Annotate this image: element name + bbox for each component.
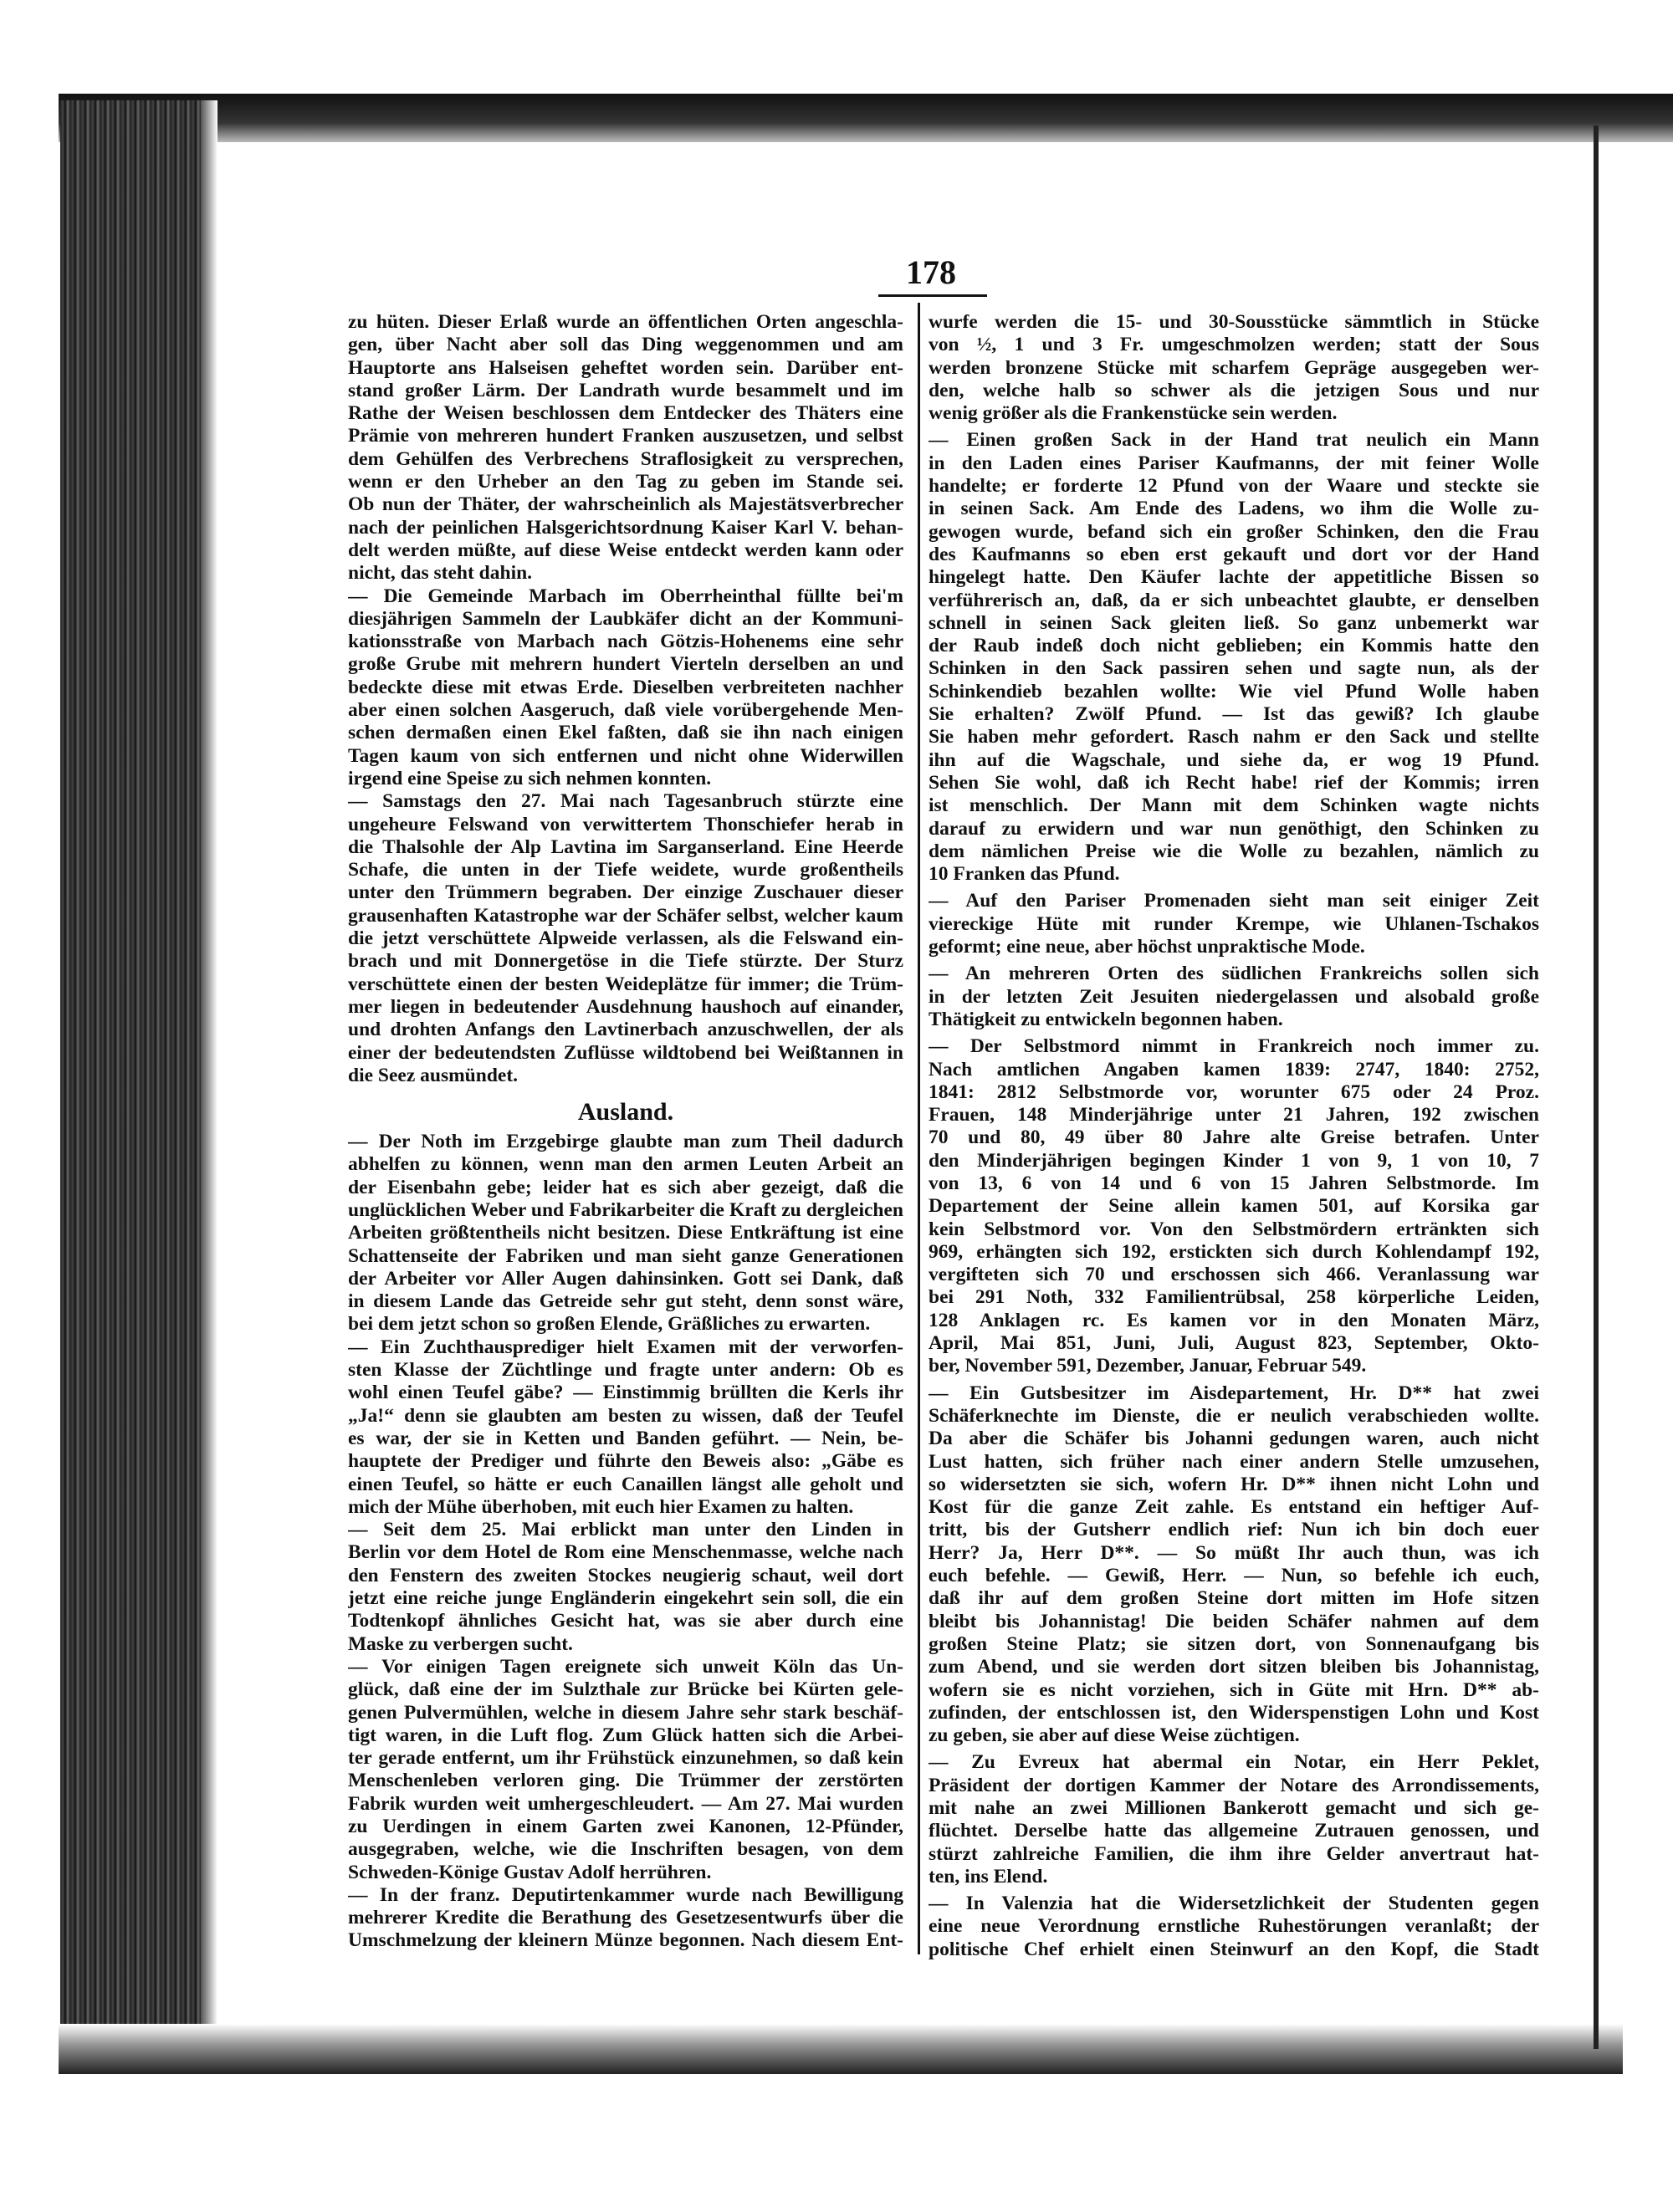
text-line: Nach amtlichen Angaben kamen 1839: 2747, 1840: 2752, bbox=[929, 1058, 1539, 1080]
text-line: Departement der Seine allein kamen 501, auf Korsika gar bbox=[929, 1195, 1539, 1218]
text-line: dem nämlichen Preise wie die Wolle zu bezahlen, nämlich zu bbox=[929, 840, 1539, 862]
text-line: in seinen Sack. Am Ende des Ladens, wo ihm die Wolle zu- bbox=[929, 498, 1539, 520]
text-line: ten, ins Elend. bbox=[929, 1865, 1048, 1888]
article-paragraph bbox=[348, 1131, 903, 1336]
text-line: ter gerade entfernt, um ihr Frühstück einzunehmen, so daß kein bbox=[348, 1747, 903, 1770]
text-line: mich der Mühe überhoben, mit euch hier Examen zu halten. bbox=[348, 1495, 854, 1518]
text-line: Lust hatten, sich früher nach einer andern Stelle umzusehen, bbox=[929, 1450, 1539, 1473]
text-line: bedeckte diese mit etwas Erde. Dieselben verbreiteten nachher bbox=[348, 676, 903, 698]
text-line: ist menschlich. Der Mann mit dem Schinken wagte nichts bbox=[929, 794, 1539, 817]
article-paragraph bbox=[348, 311, 903, 585]
text-line: Umschmelzung der kleinern Münze begonnen. Nach diesem Ent- bbox=[348, 1929, 903, 1952]
article-paragraph bbox=[348, 1336, 903, 1519]
text-line: des Kaufmanns so eben erst gekauft und dort vor der Hand bbox=[929, 543, 1539, 565]
text-line: die Seez ausmündet. bbox=[348, 1064, 519, 1086]
text-line: daß ihr auf dem großen Steine dort mitten im Hofe sitzen bbox=[929, 1587, 1539, 1610]
article-paragraph bbox=[929, 311, 1539, 425]
text-line: verführerisch an, daß, da er sich unbeachtet glaubte, er denselben bbox=[929, 589, 1539, 611]
text-line: brach und mit Donnergetöse in die Tiefe stürzte. Der Sturz bbox=[348, 950, 903, 973]
text-line: — In Valenzia hat die Widersetzlichkeit der Studenten gegen bbox=[929, 1893, 1539, 1915]
text-line: der Raub indeß doch nicht geblieben; ein Kommis hatte den bbox=[929, 635, 1539, 657]
text-line: dem Gehülfen des Verbrechens Straflosigkeit zu versprechen, bbox=[348, 447, 903, 470]
text-line: Präsident der dortigen Kammer der Notare des Arrondissements, bbox=[929, 1774, 1539, 1796]
text-line: der Arbeiter vor Aller Augen dahinsinken. Gott sei Dank, daß bbox=[348, 1267, 903, 1290]
text-line: zufinden, der entschlossen ist, den Widerspenstigen Lohn und Kost bbox=[929, 1701, 1539, 1724]
text-line: — In der franz. Deputirtenkammer wurde nach Bewilligung bbox=[348, 1883, 903, 1906]
text-line: Schafe, die unten in der Tiefe weidete, wurde großentheils bbox=[348, 859, 903, 881]
article-paragraph bbox=[929, 1751, 1539, 1888]
text-line: bleibt bis Johannistag! Die beiden Schäfer nahmen auf dem bbox=[929, 1610, 1539, 1632]
text-line: Berlin vor dem Hotel de Rom eine Menschenmasse, welche nach bbox=[348, 1541, 903, 1564]
text-line: — Seit dem 25. Mai erblickt man unter den Linden in bbox=[348, 1519, 903, 1541]
text-line: Prämie von mehreren hundert Franken auszusetzen, und selbst bbox=[348, 425, 903, 447]
text-line: wenig größer als die Frankenstücke sein werden. bbox=[929, 402, 1338, 425]
text-line: Frauen, 148 Minderjährige unter 21 Jahren, 192 zwischen bbox=[929, 1104, 1539, 1126]
text-line: — Ein Zuchthausprediger hielt Examen mit der verworfen- bbox=[348, 1336, 903, 1358]
text-line: sten Klasse der Züchtlinge und fragte unter andern: Ob es bbox=[348, 1359, 903, 1382]
text-line: jetzt eine reiche junge Engländerin eingekehrt sein soll, die ein bbox=[348, 1587, 903, 1610]
left-column bbox=[348, 311, 903, 1953]
text-line: mehrerer Kredite die Berathung des Gesetzesentwurfs über die bbox=[348, 1907, 903, 1929]
scan-border-top bbox=[59, 94, 1673, 142]
text-line: bei dem jetzt schon so großen Elende, Gräßliches zu erwarten. bbox=[348, 1313, 871, 1336]
text-line: Herr? Ja, Herr D**. — So müßt Ihr auch thun, was ich bbox=[929, 1541, 1539, 1564]
text-line: die jetzt verschüttete Alpweide verlassen, als die Felswand ein- bbox=[348, 927, 903, 950]
article-paragraph bbox=[929, 963, 1539, 1031]
text-line: darauf zu erwidern und war nun genöthigt, den Schinken zu bbox=[929, 817, 1539, 840]
text-line: kein Selbstmord vor. Von den Selbstmördern ertränkten sich bbox=[929, 1218, 1539, 1240]
text-line: euch befehle. — Gewiß, Herr. — Nun, so befehle ich euch, bbox=[929, 1565, 1539, 1587]
text-line: schnell in seinen Sack gleiten ließ. So ganz unbemerkt war bbox=[929, 611, 1539, 634]
article-paragraph bbox=[929, 1893, 1539, 1961]
text-line: Rathe der Weisen beschlossen dem Entdecker des Thäters eine bbox=[348, 402, 903, 425]
text-line: den Fenstern des zweiten Stockes neugierig schaut, weil dort bbox=[348, 1564, 903, 1586]
article-paragraph bbox=[929, 1382, 1539, 1748]
text-line: zum Abend, und sie werden dort sitzen bleiben bis Johannistag, bbox=[929, 1656, 1539, 1678]
text-line: hauptete der Prediger und führte den Beweis also: „Gäbe es bbox=[348, 1450, 903, 1473]
text-line: ihn auf die Wagschale, und siehe da, er wog 19 Pfund. bbox=[929, 748, 1539, 771]
text-line: stürzt zahlreiche Familien, die ihm ihre Gelder anvertraut hat- bbox=[929, 1842, 1539, 1865]
text-line: flüchtet. Derselbe hatte das allgemeine Zutrauen genossen, und bbox=[929, 1820, 1539, 1842]
text-line: handelte; er forderte 12 Pfund von der Waare und steckte sie bbox=[929, 475, 1539, 498]
text-line: Fabrik wurden weit umhergeschleudert. — Am 27. Mai wurden bbox=[348, 1792, 903, 1815]
text-line: ausgegraben, welche, wie die Inschriften besagen, von dem bbox=[348, 1838, 903, 1861]
text-line: bei 291 Noth, 332 Familientrübsal, 258 körperliche Leiden, bbox=[929, 1286, 1539, 1309]
article-paragraph bbox=[929, 890, 1539, 958]
text-line: Sehen Sie wohl, daß ich Recht habe! rief der Kommis; irren bbox=[929, 771, 1539, 794]
section-heading: Ausland. bbox=[577, 1098, 674, 1126]
text-line: Hauptorte ans Halseisen geheftet worden sein. Darüber ent- bbox=[348, 356, 903, 379]
text-line: gewogen wurde, befand sich ein großer Schinken, den die Frau bbox=[929, 520, 1539, 543]
text-line: diesjährigen Sammeln der Laubkäfer dicht an der Kommuni- bbox=[348, 607, 903, 630]
article-paragraph bbox=[348, 790, 903, 1087]
text-line: tritt, bis der Gutsherr endlich rief: Nun ich bin doch euer bbox=[929, 1519, 1539, 1541]
text-line: — Ein Gutsbesitzer im Aisdepartement, Hr. D** hat zwei bbox=[929, 1382, 1539, 1404]
text-line: — Der Selbstmord nimmt in Frankreich noch immer zu. bbox=[929, 1035, 1539, 1058]
text-line: schen dermaßen einen Ekel faßten, daß sie ihn nach einigen bbox=[348, 722, 903, 744]
text-line: kationsstraße von Marbach nach Götzis-Hohenems eine sehr bbox=[348, 631, 903, 653]
text-line: und drohten Anfangs den Lavtinerbach anzuschwellen, der als bbox=[348, 1019, 903, 1041]
text-line: Sie erhalten? Zwölf Pfund. — Ist das gewiß? Ich glaube bbox=[929, 703, 1539, 726]
text-line: mit nahe an zwei Millionen Bankerott gemacht und sich ge- bbox=[929, 1797, 1539, 1819]
text-line: Schweden-Könige Gustav Adolf herrühren. bbox=[348, 1861, 712, 1883]
text-line: politische Chef erhielt einen Steinwurf an den Kopf, die Stadt bbox=[929, 1938, 1539, 1960]
text-line: — Einen großen Sack in der Hand trat neulich ein Mann bbox=[929, 429, 1539, 452]
text-line: Thätigkeit zu entwickeln begonnen haben. bbox=[929, 1008, 1283, 1030]
article-paragraph bbox=[348, 1519, 903, 1656]
text-line: glück, daß eine der im Sulzthale zur Brücke bei Kürten gele- bbox=[348, 1678, 903, 1701]
text-line: großen Steine Platz; sie sitzen dort, von Sonnenaufgang bis bbox=[929, 1632, 1539, 1655]
text-line: — Samstags den 27. Mai nach Tagesanbruch stürzte eine bbox=[348, 790, 903, 813]
text-line: — An mehreren Orten des südlichen Frankreichs sollen sich bbox=[929, 963, 1539, 985]
scan-border-right bbox=[1594, 125, 1599, 2049]
text-line: — Die Gemeinde Marbach im Oberrheinthal füllte bei'm bbox=[348, 585, 903, 607]
text-line: — Der Noth im Erzgebirge glaubte man zum Theil dadurch bbox=[348, 1131, 903, 1153]
text-line: zu hüten. Dieser Erlaß wurde an öffentlichen Orten angeschla- bbox=[348, 311, 903, 333]
text-line: Kost für die ganze Zeit zahle. Es entstand ein heftiger Auf- bbox=[929, 1496, 1539, 1519]
text-line: geformt; eine neue, aber höchst unpraktische Mode. bbox=[929, 936, 1365, 958]
article-paragraph bbox=[348, 1656, 903, 1884]
text-line: — Auf den Pariser Promenaden sieht man seit einiger Zeit bbox=[929, 890, 1539, 912]
text-line: wenn er den Urheber an den Tag zu geben im Stande sei. bbox=[348, 471, 903, 493]
text-line: in diesem Lande das Getreide sehr gut steht, denn sonst wäre, bbox=[348, 1290, 903, 1313]
page-number-rule bbox=[878, 294, 987, 297]
text-line: in den Laden eines Pariser Kaufmanns, der mit feiner Wolle bbox=[929, 452, 1539, 474]
text-line: ber, November 591, Dezember, Januar, Februar 549. bbox=[929, 1355, 1367, 1377]
text-line: irgend eine Speise zu sich nehmen konnten. bbox=[348, 767, 712, 789]
text-line: unglücklichen Weber und Fabrikarbeiter die Kraft zu dergleichen bbox=[348, 1198, 903, 1221]
column-divider bbox=[918, 303, 920, 1954]
right-column bbox=[929, 311, 1539, 1961]
text-line: wurfe werden die 15- und 30-Sousstücke sämmtlich in Stücke bbox=[929, 311, 1539, 333]
text-line: verschüttete einen der besten Weideplätze für immer; die Trüm- bbox=[348, 973, 903, 995]
text-line: unter den Trümmern begraben. Der einzige Zuschauer dieser bbox=[348, 881, 903, 904]
text-line: gen, über Nacht aber soll das Ding weggenommen und am bbox=[348, 334, 903, 356]
text-line: „Ja!“ denn sie glaubten am besten zu wissen, daß der Teufel bbox=[348, 1404, 903, 1427]
text-line: von 13, 6 von 14 und 6 von 15 Jahren Selbstmorde. Im bbox=[929, 1172, 1539, 1194]
text-line: Schattenseite der Fabriken und man sieht ganze Generationen bbox=[348, 1244, 903, 1267]
page-number: 178 bbox=[906, 253, 956, 291]
text-line: Menschenleben verloren ging. Die Trümmer der zerstörten bbox=[348, 1770, 903, 1792]
text-line: delt werden müßte, auf diese Weise entdeckt werden kann oder bbox=[348, 539, 903, 561]
text-line: in der letzten Zeit Jesuiten niedergelassen und alsobald große bbox=[929, 985, 1539, 1008]
text-line: tigt waren, in die Luft flog. Zum Glück hatten sich die Arbei- bbox=[348, 1724, 903, 1746]
text-line: Arbeiten größtentheils nicht besitzen. Diese Entkräftung ist eine bbox=[348, 1222, 903, 1244]
text-line: genen Pulvermühlen, welche in diesem Jahre sehr stark beschäf- bbox=[348, 1701, 903, 1724]
text-line: nicht, das steht dahin. bbox=[348, 562, 533, 585]
text-line: eine neue Verordnung ernstliche Ruhestörungen veranlaßt; der bbox=[929, 1915, 1539, 1938]
text-line: Schäferknechte im Dienste, die er neulich verabschieden wollte. bbox=[929, 1404, 1539, 1427]
text-line: 128 Anklagen rc. Es kamen vor in den Monaten März, bbox=[929, 1309, 1539, 1331]
text-line: es war, der sie in Ketten und Banden geführt. — Nein, be- bbox=[348, 1427, 903, 1449]
text-line: einer der bedeutendsten Zuflüsse wildtobend bei Weißtannen in bbox=[348, 1041, 903, 1064]
text-line: 1841: 2812 Selbstmorde vor, worunter 675 oder 24 Proz. bbox=[929, 1080, 1539, 1103]
text-line: werden bronzene Stücke mit scharfem Gepräge ausgegeben wer- bbox=[929, 356, 1539, 379]
text-line: Schinkendieb bezahlen wollte: Wie viel Pfund Wolle haben bbox=[929, 680, 1539, 702]
text-line: zu geben, sie aber auf diese Weise züchtigen. bbox=[929, 1724, 1300, 1747]
text-line: von ½, 1 und 3 Fr. umgeschmolzen werden; statt der Sous bbox=[929, 334, 1539, 356]
text-line: mer liegen in bedeutender Ausdehnung haushoch auf einander, bbox=[348, 995, 903, 1018]
text-line: der Eisenbahn gebe; leider hat es sich aber gezeigt, daß die bbox=[348, 1176, 903, 1198]
text-line: — Zu Evreux hat abermal ein Notar, ein Herr Peklet, bbox=[929, 1751, 1539, 1774]
text-line: den, welche halb so schwer als die jetzigen Sous und nur bbox=[929, 379, 1539, 401]
article-paragraph bbox=[929, 1035, 1539, 1377]
text-line: Tagen kaum von sich entfernen und nicht ohne Widerwillen bbox=[348, 744, 903, 767]
text-line: aber einen solchen Aasgeruch, daß viele vorübergehende Men- bbox=[348, 699, 903, 722]
text-line: 70 und 80, 49 über 80 Jahre alte Greise betrafen. Unter bbox=[929, 1126, 1539, 1149]
article-paragraph bbox=[348, 585, 903, 791]
text-line: Schinken in den Sack passiren sehen und sagte nun, als der bbox=[929, 657, 1539, 680]
text-line: Ob nun der Thäter, der wahrscheinlich als Majestätsverbrecher bbox=[348, 493, 903, 516]
text-line: ungeheure Felswand von verwittertem Thonschiefer herab in bbox=[348, 813, 903, 835]
text-line: grausenhaften Katastrophe war der Schäfer selbst, welcher kaum bbox=[348, 904, 903, 927]
text-line: wofern sie es nicht vorziehen, sich in Güte mit Hrn. D** ab- bbox=[929, 1678, 1539, 1701]
text-line: wohl einen Teufel gäbe? — Einstimmig brüllten die Kerls ihr bbox=[348, 1382, 903, 1404]
text-line: — Vor einigen Tagen ereignete sich unweit Köln das Un- bbox=[348, 1655, 903, 1678]
scan-border-bottom bbox=[59, 2024, 1623, 2074]
text-line: so widersetzten sie sich, wofern Hr. D** ihnen nicht Lohn und bbox=[929, 1473, 1539, 1495]
article-paragraph bbox=[348, 1884, 903, 1953]
text-line: hingelegt hatte. Den Käufer lachte der appetitliche Bissen so bbox=[929, 566, 1539, 589]
text-line: April, Mai 851, Juni, Juli, August 823, September, Okto- bbox=[929, 1332, 1539, 1355]
article-paragraph bbox=[929, 429, 1539, 886]
text-line: die Thalsohle der Alp Lavtina im Sarganserland. Eine Heerde bbox=[348, 835, 903, 858]
text-line: nach der peinlichen Halsgerichtsordnung Kaiser Karl V. behan- bbox=[348, 516, 903, 539]
text-line: Da aber die Schäfer bis Johanni gedungen waren, auch nicht bbox=[929, 1428, 1539, 1450]
text-line: einen Teufel, so hätte er euch Canaillen längst alle geholt und bbox=[348, 1473, 903, 1495]
text-line: große Grube mit mehrern hundert Vierteln derselben an und bbox=[348, 653, 903, 676]
text-line: vergifteten sich 70 und erschossen sich 466. Veranlassung war bbox=[929, 1264, 1539, 1286]
text-line: 969, erhängten sich 192, erstickten sich durch Kohlendampf 192, bbox=[929, 1240, 1539, 1263]
text-line: Todtenkopf ähnliches Gesicht hat, was sie aber durch eine bbox=[348, 1610, 903, 1632]
text-line: den Minderjährigen begingen Kinder 1 von 9, 1 von 10, 7 bbox=[929, 1149, 1539, 1172]
text-line: Sie haben mehr gefordert. Rasch nahm er den Sack und stellte bbox=[929, 726, 1539, 748]
text-line: abhelfen zu können, wenn man den armen Leuten Arbeit an bbox=[348, 1153, 903, 1176]
text-line: viereckige Hüte mit runder Krempe, wie Uhlanen-Tschakos bbox=[929, 912, 1539, 935]
text-line: zu Uerdingen in einem Garten zwei Kanonen, 12-Pfünder, bbox=[348, 1816, 903, 1837]
text-line: Maske zu verbergen sucht. bbox=[348, 1632, 573, 1655]
text-line: 10 Franken das Pfund. bbox=[929, 863, 1120, 886]
book-page-edges bbox=[60, 100, 201, 2074]
text-line: stand großer Lärm. Der Landrath wurde besammelt und im bbox=[348, 379, 903, 401]
